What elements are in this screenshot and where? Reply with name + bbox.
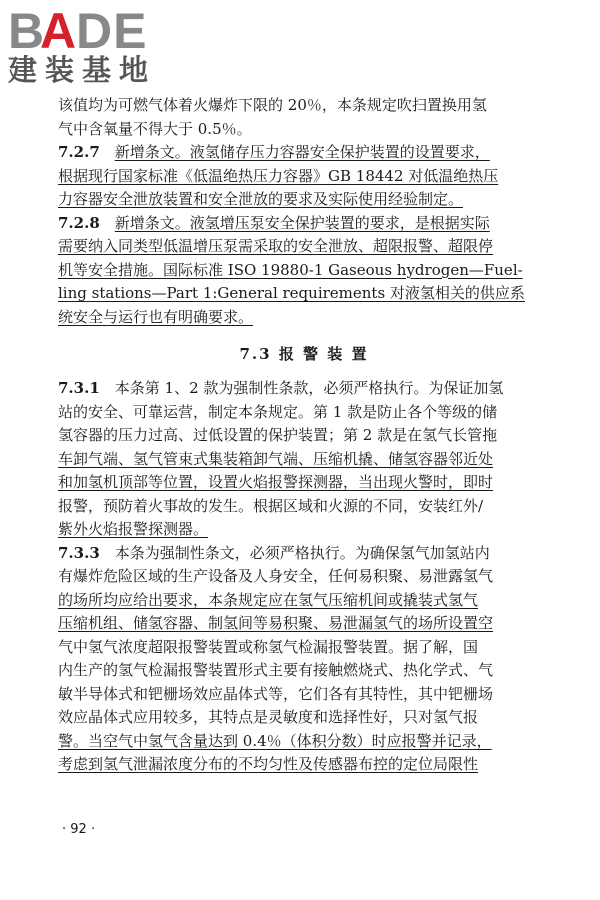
- intro-line-2: 气中含氧量不得大于 0.5％。: [58, 119, 252, 138]
- section-heading: 7.3 报 警 装 置: [239, 345, 369, 363]
- clause-text: 新增条文。液氢储存压力容器安全保护装置的设置要求，: [114, 143, 490, 161]
- page-number: · 92 ·: [62, 822, 96, 837]
- clause-7-3-1-line-7: 紫外火焰报警探测器。: [58, 520, 209, 538]
- clause-7-3-1-line-1: [58, 377, 550, 401]
- clause-number: 7.3.1: [58, 379, 100, 397]
- clause-number: 7.3.3: [58, 543, 100, 562]
- clause-7-3-1-line-2: 站的安全、可靠运营，制定本条规定。第 1 款是防止各个等级的储: [58, 402, 498, 421]
- clause-7-2-8-line-5: 统安全与运行也有明确要求。: [58, 307, 254, 326]
- clause-7-2-8-line-3: 机等安全措施。国际标准 ISO 19880-1 Gaseous hydrogen—Fuel-: [58, 260, 523, 279]
- clause-7-3-3-line-10: 考虑到氢气泄漏浓度分布的不均匀性及传感器布控的定位局限性: [58, 755, 479, 773]
- clause-7-3-1-line-5: 和加氢机顶部等位置，设置火焰报警探测器，当出现火警时，即时: [58, 473, 494, 491]
- clause-7-2-7-line-2: 根据现行国家标准《低温绝热压力容器》GB 18442 对低温绝热压: [58, 166, 499, 185]
- clause-7-3-3-line-1: [58, 542, 550, 566]
- clause-7-2-8-line-1: [58, 212, 550, 236]
- svg-text:DE: DE: [76, 4, 148, 59]
- clause-7-3-1-line-3: 氢容器的压力过高、过低设置的保护装置；第 2 款是在氢气长管拖: [58, 426, 498, 444]
- clause-text: 本条为强制性条文，必须严格执行。为确保氢气加氢站内: [114, 543, 490, 562]
- clause-7-3-3-line-9: 警。当空气中氢气含量达到 0.4％（体积分数）时应报警并记录，: [58, 731, 492, 750]
- svg-text:B: B: [8, 4, 46, 59]
- document-body: [58, 94, 550, 777]
- intro-line-1: 该值均为可燃气体着火爆炸下限的 20％，本条规定吹扫置换用氢: [58, 96, 487, 114]
- clause-7-2-7-line-1: [58, 141, 550, 165]
- clause-number: 7.2.7: [58, 143, 100, 161]
- svg-text:A: A: [40, 4, 78, 59]
- clause-7-3-1-line-4: 车卸气端、氢气管束式集装箱卸气端、压缩机撬、储氢容器邻近处: [58, 449, 494, 468]
- clause-7-3-1-line-6: 报警，预防着火事故的发生。根据区域和火源的不同，安装红外/: [58, 496, 484, 515]
- clause-7-3-3-line-2: 有爆炸危险区域的生产设备及人身安全，任何易积聚、易泄露氢气: [58, 567, 494, 585]
- clause-7-2-8-line-4: ling stations—Part 1:General requirements 对液氢相关的供应系: [58, 284, 525, 302]
- clause-7-3-3-line-8: 效应晶体式应用较多，其特点是灵敏度和选择性好，只对氢气报: [58, 708, 479, 726]
- svg-text:建装基地: 建装基地: [8, 53, 157, 86]
- clause-7-3-3-line-3: 的场所均应给出要求，本条规定应在氢气压缩机间或撬装式氢气: [58, 590, 479, 609]
- clause-text: 本条第 1、2 款为强制性条款，必须严格执行。为保证加氢: [114, 379, 504, 397]
- clause-7-3-3-line-5: 气中氢气浓度超限报警装置或称氢气检漏报警装置。据了解，国: [58, 637, 479, 656]
- clause-7-2-8-line-2: 需要纳入同类型低温增压泵需采取的安全泄放、超限报警、超限停: [58, 237, 494, 255]
- clause-7-3-3-line-7: 敏半导体式和钯栅场效应晶体式等，它们各有其特性，其中钯栅场: [58, 684, 494, 703]
- clause-text: 新增条文。液氢增压泵安全保护装置的要求，是根据实际: [114, 213, 490, 232]
- clause-7-3-3-line-4: 压缩机组、储氢容器、制氢间等易积聚、易泄漏氢气的场所设置空: [58, 614, 494, 632]
- clause-7-3-3-line-6: 内生产的氢气检漏报警装置形式主要有接触燃烧式、热化学式、气: [58, 661, 494, 679]
- bade-logo: [6, 4, 181, 86]
- clause-number: 7.2.8: [58, 213, 100, 232]
- clause-7-2-7-line-3: 力容器安全泄放装置和安全泄放的要求及实际使用经验制定。: [58, 190, 464, 208]
